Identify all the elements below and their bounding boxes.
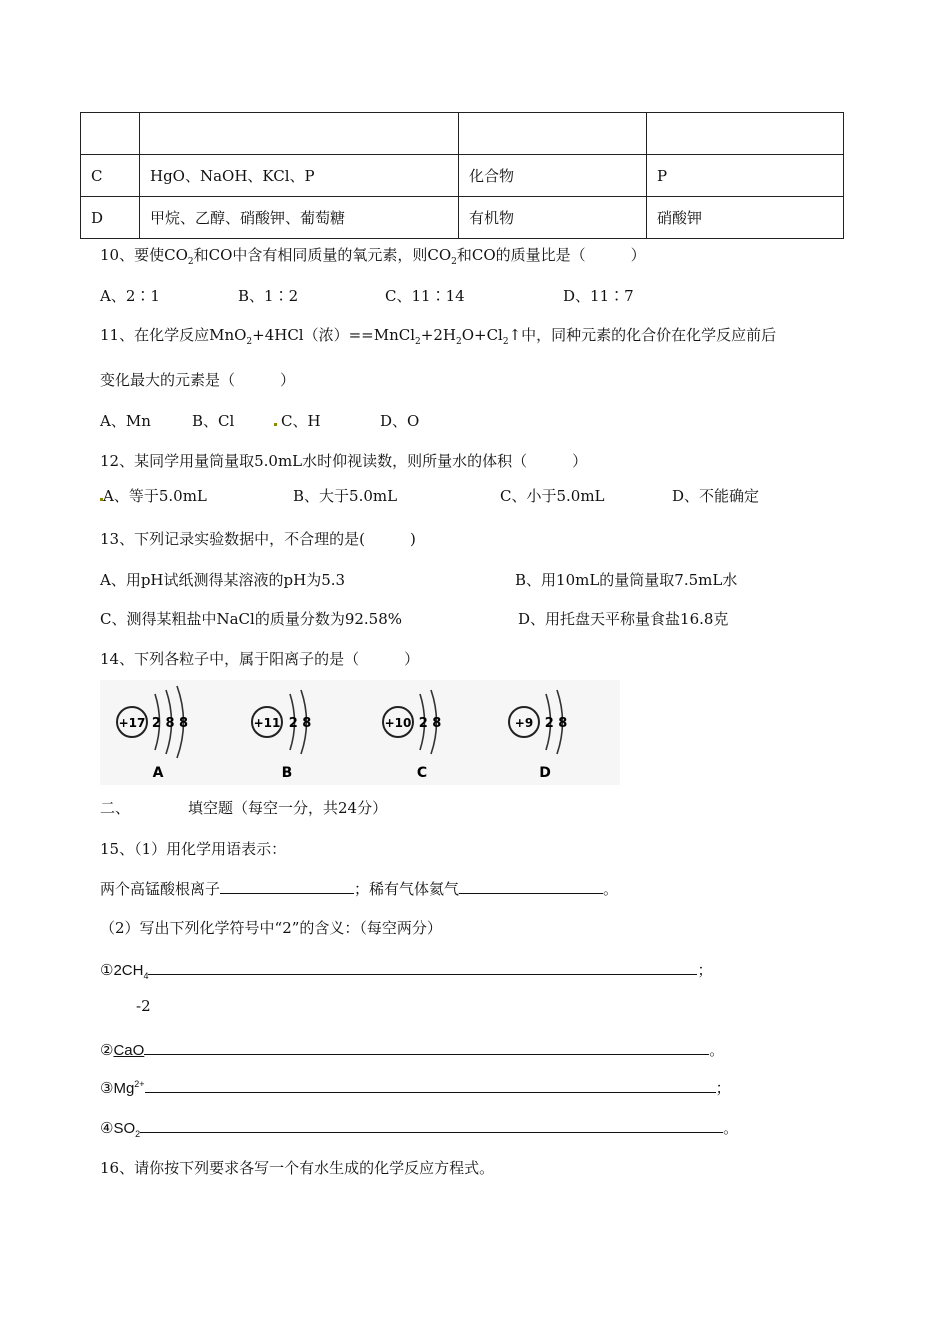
section-title: 填空题（每空一分，共24分）: [188, 799, 388, 817]
answer-blank[interactable]: [459, 877, 603, 894]
answer-blank[interactable]: [144, 1038, 709, 1055]
question-12-stem: 12、某同学用量筒量取5.0mL水时仰视读数，则所量水的体积（ ）: [100, 452, 588, 470]
nucleus-charge: +17: [118, 716, 146, 730]
question-16-stem: 16、请你按下列要求各写一个有水生成的化学反应方程式。: [100, 1159, 495, 1177]
table-cell: [647, 113, 844, 155]
table-cell: [140, 113, 459, 155]
table-cell: P: [647, 155, 844, 197]
question-14-stem: 14、下列各粒子中，属于阳离子的是（ ）: [100, 650, 420, 668]
table-cell: C: [81, 155, 140, 197]
question-11-option-a: A、Mn: [100, 412, 151, 430]
question-13-option-a: A、用pH试纸测得某溶液的pH为5.3: [100, 571, 346, 589]
question-15-stem: 15、（1）用化学用语表示：: [100, 840, 287, 858]
question-15-line1: 两个高锰酸根离子 ；稀有气体氦气 。: [100, 877, 618, 899]
particle-label: A: [152, 765, 164, 781]
item-1: $①2CH_4$ ；: [100, 958, 713, 981]
answer-blank[interactable]: [140, 1116, 723, 1133]
question-13-option-d: D、用托盘天平称量食盐16.8克: [518, 610, 729, 628]
valence-mark: -2: [136, 997, 151, 1015]
electron-shells: 2 8: [418, 716, 442, 731]
question-11-option-d: D、O: [380, 412, 420, 430]
question-12-option-c: C、小于5.0mL: [500, 487, 605, 505]
table-cell: [81, 113, 140, 155]
question-10-option-c: C、11∶14: [385, 287, 465, 305]
classification-table: [80, 112, 844, 239]
particle-label: C: [416, 765, 428, 781]
question-10-option-b: B、1∶2: [238, 287, 299, 305]
table-cell: [459, 113, 647, 155]
answer-blank[interactable]: [148, 958, 697, 975]
question-11-stem: 11、在化学反应MnO$_2$+4HCl（浓）$==MnCl_2+2H_2O+Cl_2↑$中，同种元素的化合价在化学反应前后: [100, 326, 777, 347]
table-row: [81, 155, 844, 197]
nucleus-charge: +10: [384, 716, 412, 730]
stray-dot: [274, 423, 277, 426]
answer-blank[interactable]: [220, 877, 354, 894]
question-10-option-d: D、11∶7: [563, 287, 634, 305]
question-13-option-c: C、测得某粗盐中NaCl的质量分数为92.58%: [100, 610, 403, 628]
section-number: 二、: [100, 799, 131, 817]
table-cell: 化合物: [459, 155, 647, 197]
table-cell: 硝酸钾: [647, 197, 844, 239]
table-row: [81, 113, 844, 155]
question-11-option-b: B、Cl: [192, 412, 235, 430]
table-row: [81, 197, 844, 239]
question-11-option-c: C、H: [274, 410, 321, 431]
question-12-option-a: A、等于5.0mL: [100, 485, 207, 506]
question-10-stem: 10、要使$CO_2$和CO中含有相同质量的氧元素，则$CO_2$和CO的质量比是（ ）: [100, 246, 646, 267]
table-cell: 甲烷、乙醇、硝酸钾、葡萄糖: [140, 197, 459, 239]
electron-shells: 2 8 8: [151, 716, 189, 731]
electron-shells: 2 8: [288, 716, 312, 731]
table-cell: HgO、NaOH、KCl、P: [140, 155, 459, 197]
item-2: ②CaO 。: [100, 1038, 724, 1060]
question-12-option-d: D、不能确定: [672, 487, 760, 505]
nucleus-charge: +9: [514, 716, 534, 730]
question-12-option-b: B、大于5.0mL: [293, 487, 398, 505]
particle-label: B: [281, 765, 293, 781]
question-13-stem: 13、下列记录实验数据中，不合理的是( ): [100, 530, 416, 548]
question-15-part2: （2）写出下列化学符号中“2”的含义：（每空两分）: [100, 919, 442, 937]
table-cell: 有机物: [459, 197, 647, 239]
particle-label: D: [539, 765, 551, 781]
table-cell: D: [81, 197, 140, 239]
answer-blank[interactable]: [145, 1076, 716, 1093]
item-3: $③Mg^{2+}$ ；: [100, 1076, 731, 1098]
question-13-option-b: B、用10mL的量筒量取7.5mL水: [515, 571, 738, 589]
atomic-structure-diagrams: [100, 680, 620, 785]
question-10-option-a: A、2∶1: [100, 287, 160, 305]
electron-shells: 2 8: [544, 716, 568, 731]
question-11-stem-line2: 变化最大的元素是（ ）: [100, 371, 296, 389]
nucleus-charge: +11: [253, 716, 281, 730]
item-4: $④SO_2$ 。: [100, 1116, 738, 1139]
